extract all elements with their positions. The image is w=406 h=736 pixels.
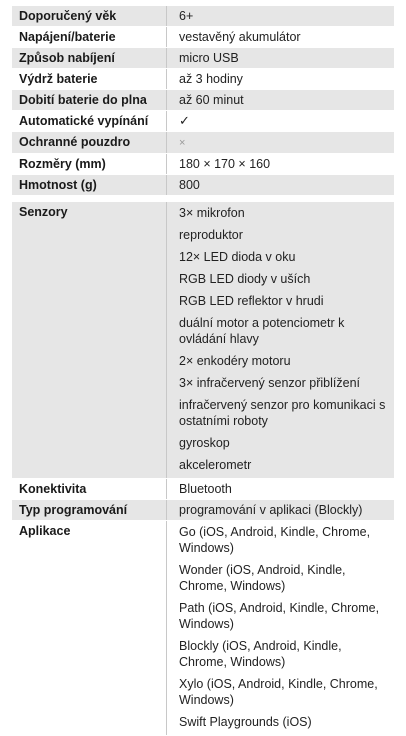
spec-row-connectivity <box>12 479 394 500</box>
spec-value: vestavěný akumulátor <box>179 30 301 44</box>
spec-label: Rozměry (mm) <box>12 154 167 174</box>
spec-value-list <box>167 202 394 478</box>
spec-value: až 3 hodiny <box>179 72 243 86</box>
spec-row-weight <box>12 175 394 196</box>
spec-label: Senzory <box>12 202 167 478</box>
spec-row-auto-off <box>12 111 394 132</box>
check-icon: ✓ <box>179 113 190 128</box>
list-item: Blockly (iOS, Android, Kindle, Chrome, Windows) <box>179 639 342 669</box>
spec-value-list <box>167 521 394 735</box>
list-item: gyroskop <box>179 436 230 450</box>
list-item: akcelerometr <box>179 458 252 472</box>
list-item: 3× infračervený senzor přiblížení <box>179 376 360 390</box>
spec-value: micro USB <box>179 51 239 65</box>
list-item: 12× LED dioda v oku <box>179 250 296 264</box>
list-item: 2× enkodéry motoru <box>179 354 291 368</box>
spec-row-apps <box>12 521 394 736</box>
list-item: Path (iOS, Android, Kindle, Chrome, Windows) <box>179 601 380 631</box>
list-item: Wonder (iOS, Android, Kindle, Chrome, Windows) <box>179 563 346 593</box>
spec-row-age <box>12 6 394 27</box>
spec-row-dimensions <box>12 154 394 175</box>
list-item: RGB LED reflektor v hrudi <box>179 294 324 308</box>
spec-value <box>167 132 394 153</box>
list-item: Go (iOS, Android, Kindle, Chrome, Windows) <box>179 525 371 555</box>
spec-row-programming <box>12 500 394 521</box>
spec-label: Konektivita <box>12 479 167 499</box>
list-item: RGB LED diody v uších <box>179 272 311 286</box>
spec-label: Ochranné pouzdro <box>12 132 167 153</box>
spec-row-sensors <box>12 202 394 479</box>
spec-row-battery-life <box>12 69 394 90</box>
spec-row-power <box>12 27 394 48</box>
spec-value: 180 × 170 × 160 <box>179 157 271 171</box>
list-item: duální motor a potenciometr k ovládání hlavy <box>179 316 345 346</box>
list-item: 3× mikrofon <box>179 206 245 220</box>
spec-row-charging <box>12 48 394 69</box>
spec-row-full-charge <box>12 90 394 111</box>
spec-label: Napájení/baterie <box>12 27 167 47</box>
spec-label: Doporučený věk <box>12 6 167 26</box>
spec-label: Typ programování <box>12 500 167 520</box>
spec-value: 800 <box>179 178 200 192</box>
spec-value: Bluetooth <box>179 482 232 496</box>
spec-value <box>167 111 394 131</box>
list-item: reproduktor <box>179 228 243 242</box>
spec-table <box>12 6 394 736</box>
spec-row-case <box>12 132 394 154</box>
spec-value: 6+ <box>179 9 194 23</box>
spec-label: Automatické vypínání <box>12 111 167 131</box>
spec-label: Dobití baterie do plna <box>12 90 167 110</box>
spec-label: Aplikace <box>12 521 167 735</box>
list-item: Xylo (iOS, Android, Kindle, Chrome, Windows) <box>179 677 378 707</box>
cross-icon: × <box>179 137 186 149</box>
spec-value: programování v aplikaci (Blockly) <box>179 503 363 517</box>
spec-label: Hmotnost (g) <box>12 175 167 195</box>
spec-value: až 60 minut <box>179 93 244 107</box>
spec-label: Výdrž baterie <box>12 69 167 89</box>
list-item: infračervený senzor pro komunikaci s ostatními roboty <box>179 398 386 428</box>
spec-label: Způsob nabíjení <box>12 48 167 68</box>
list-item: Swift Playgrounds (iOS) <box>179 715 312 729</box>
